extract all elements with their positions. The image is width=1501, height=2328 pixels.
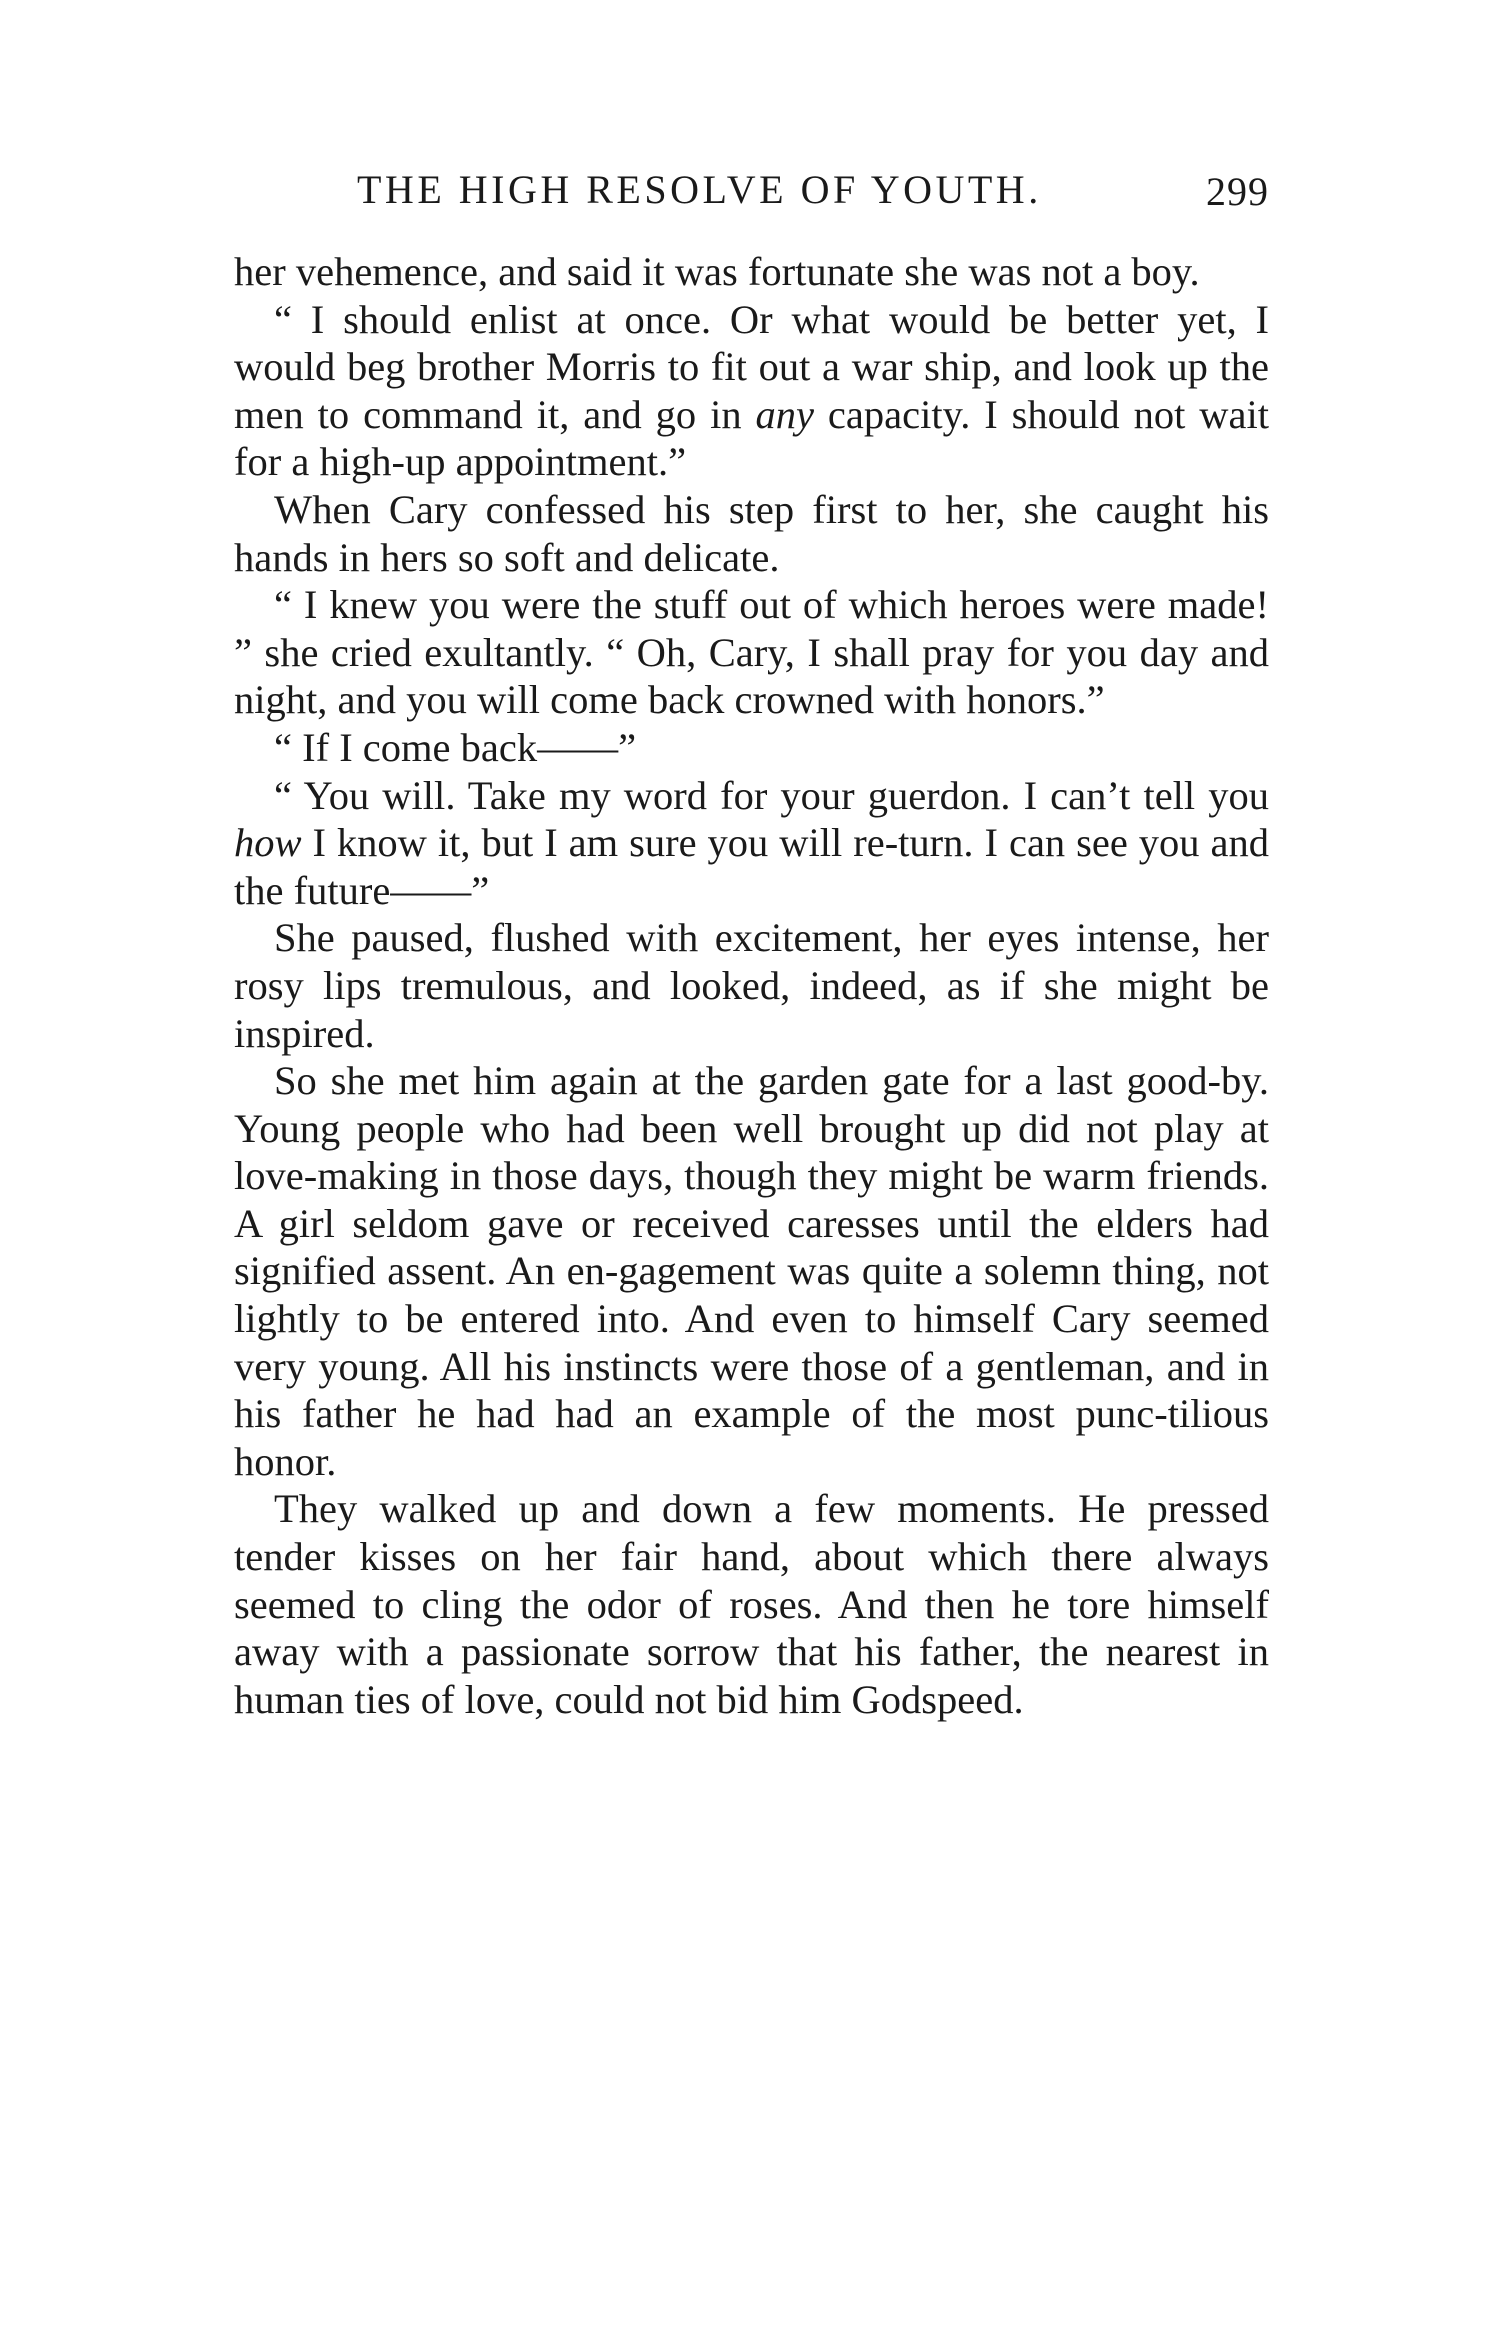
paragraph-6-text-before: “ You will. Take my word for your guerdon. I can’t tell you bbox=[274, 772, 1269, 818]
paragraph-2-text-after: capacity. I should not wait for a high-up appointment.” bbox=[234, 391, 1269, 485]
running-head bbox=[357, 162, 1269, 218]
paragraph-4: “ I knew you were the stuff out of which heroes were made! ” she cried exultantly. “ Oh, Cary, I shall pray for you day and night, and you will come back crowned with honors.” bbox=[234, 582, 1269, 723]
page-number: 299 bbox=[1206, 169, 1269, 214]
paragraph-6-text-after: I know it, but I am sure you will re-turn. I can see you and the future——” bbox=[234, 820, 1269, 913]
paragraph-3: When Cary confessed his step first to her, she caught his hands in hers so soft and delicate. bbox=[234, 486, 1269, 580]
paragraph-6 bbox=[234, 772, 1269, 915]
running-title: THE HIGH RESOLVE OF YOUTH. bbox=[357, 167, 1042, 212]
paragraph-2-text-before: “ I should enlist at once. Or what would be better yet, I would beg brother Morris to fit out a war ship, and look up the men to command it, and go in bbox=[234, 296, 1269, 437]
paragraph-8: So she met him again at the garden gate for a last good-by. Young people who had been well brought up did not play at love-making in those days, though they might be warm friends. A girl seldom gave or received caresses until the elders had signified assent. An en-gagement was quite a solemn thing, not lightly to be entered into. And even to himself Cary seemed very young. All his instincts were those of a gentleman, and in his father he had had an example of the most punc-tilious honor. bbox=[234, 1058, 1269, 1484]
paragraph-1: her vehemence, and said it was fortunate she was not a boy. bbox=[234, 249, 1200, 294]
paragraph-9: They walked up and down a few moments. He pressed tender kisses on her fair hand, about which there always seemed to cling the odor of roses. And then he tore himself away with a passionate sorrow that his father, the nearest in human ties of love, could not bid him Godspeed. bbox=[234, 1486, 1269, 1722]
paragraph-6-emphasis: how bbox=[234, 820, 302, 866]
paragraph-5: “ If I come back——” bbox=[274, 724, 637, 770]
paragraph-7: She paused, flushed with excitement, her eyes intense, her rosy lips tremulous, and looked, indeed, as if she might be inspired. bbox=[234, 915, 1269, 1056]
paragraph-2-emphasis: any bbox=[755, 391, 814, 437]
paragraph-2 bbox=[234, 296, 1269, 486]
body-text bbox=[234, 248, 1269, 1723]
